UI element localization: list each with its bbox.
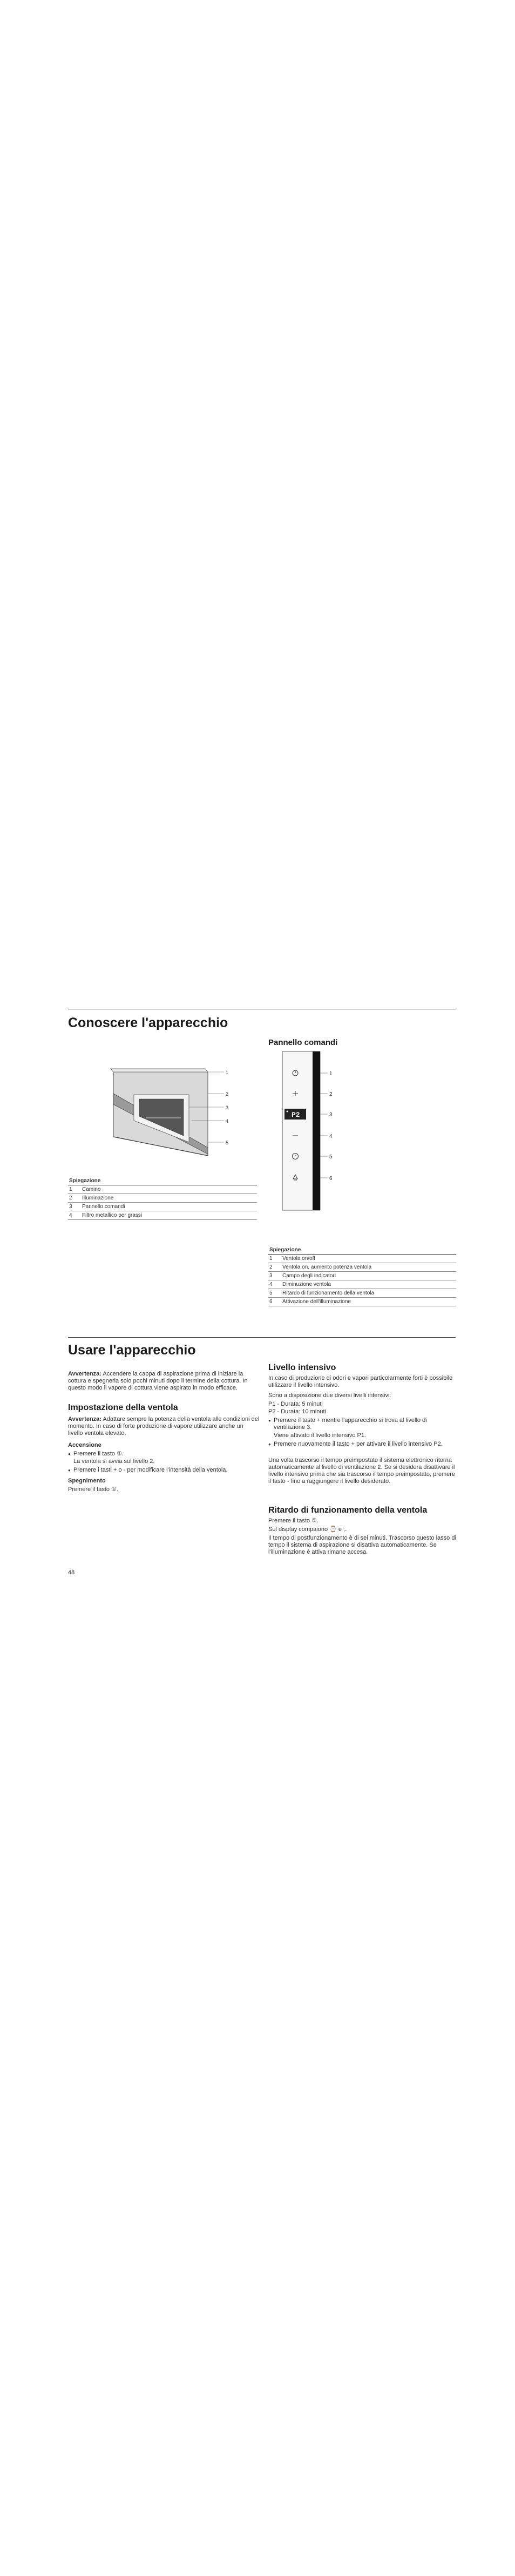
fan-on-step-1-sub: La ventola si avvia sul livello 2. (73, 1458, 155, 1465)
hood-callout-2: 2 (226, 1091, 229, 1097)
panel-title: Pannello comandi (268, 1038, 338, 1047)
delay-title: Ritardo di funzionamento della ventola (268, 1506, 428, 1515)
intensive-step-1-sub: Viene attivato il livello intensivo P1. (274, 1432, 367, 1439)
hood-callout-1: 1 (226, 1070, 229, 1075)
panel-callout-3: 3 (329, 1112, 333, 1118)
table-row: 1 Ventola on/off (268, 1255, 456, 1263)
hood-callout-3: 3 (226, 1105, 229, 1110)
intensive-level-2: P2 - Durata: 10 minuti (268, 1408, 326, 1415)
fan-off-text: Premere il tasto ①. (68, 1486, 119, 1493)
hood-callout-4: 4 (226, 1118, 229, 1124)
intensive-step-1: ● Premere il tasto + mentre l'apparecchio si trova al livello di ventilazione 3. (274, 1417, 456, 1431)
page-number: 48 (68, 1569, 75, 1576)
intensive-step-2: ● Premere nuovamente il tasto + per attivare il livello intensivo P2. (274, 1441, 456, 1448)
intensive-title: Livello intensivo (268, 1363, 336, 1372)
delay-display: Sul display compaiono ⌚ e ;. (268, 1526, 347, 1533)
fan-title: Impostazione della ventola (68, 1403, 178, 1412)
table-row: 6 Attivazione dell'illuminazione (268, 1298, 456, 1306)
svg-text:P2: P2 (292, 1111, 300, 1119)
table-row: 3 Pannello comandi (68, 1203, 257, 1211)
table-row: 2 Ventola on, aumento potenza ventola (268, 1263, 456, 1272)
panel-callout-6: 6 (329, 1176, 333, 1182)
panel-callout-5: 5 (329, 1154, 333, 1160)
fan-on-step-1: ● Premere il tasto ①. (73, 1451, 124, 1458)
delay-step: Premere il tasto ⑤. (268, 1518, 319, 1524)
table-row: 2 Illuminazione (68, 1194, 257, 1203)
table-row: 4 Diminuzione ventola (268, 1280, 456, 1289)
table-row: 5 Ritardo di funzionamento della ventola (268, 1289, 456, 1298)
intensive-level-1: P1 - Durata: 5 minuti (268, 1401, 323, 1407)
intensive-outro: Una volta trascorso il tempo preimpostato il sistema elettronico ritorna automaticamente al livello di ventilazione 2. Se si desidera disattivare il livello intensivo prima che sia trascorso il tempo preimpostato, premere il tasto - fino a raggiungere il livello desiderato. (268, 1457, 456, 1485)
panel-callout-2: 2 (329, 1091, 333, 1097)
hood-illustration (81, 1061, 238, 1169)
fan-on-step-2: ● Premere i tasti + o - per modificare l'intensità della ventola. (73, 1467, 227, 1474)
intensive-intro: In caso di produzione di odori e vapori particolarmente forti è possibile utilizzare il livello intensivo. (268, 1375, 453, 1388)
delay-text: Il tempo di postfunzionamento è di sei minuti. Trascorso questo lasso di tempo il sistema di aspirazione si disattiva automaticamente. Se l'illuminazione è attiva rimane accesa. (268, 1535, 456, 1555)
intro-warning: Avvertenza: Accendere la cappa di aspirazione prima di iniziare la cottura e spegnerla solo pochi minuti dopo il termine della cottura. In questo modo il vapore di cottura viene aspirato in modo efficace. (68, 1371, 248, 1391)
panel-callout-4: 4 (329, 1134, 333, 1139)
intensive-levels-intro: Sono a disposizione due diversi livelli intensivi: (268, 1392, 391, 1399)
hood-legend-table (68, 1177, 257, 1220)
panel-legend-table (268, 1246, 456, 1306)
fan-on-title: Accensione (68, 1442, 101, 1448)
fan-off-title: Spegnimento (68, 1478, 106, 1484)
fan-warning: Avvertenza: Adattare sempre la potenza della ventola alle condizioni del momento. In caso di forte produzione di vapore utilizzare anche un livello ventola elevato. (68, 1416, 260, 1437)
legend-header: Spiegazione (268, 1246, 456, 1255)
legend-header: Spiegazione (68, 1177, 257, 1185)
section-rule-use (68, 1337, 456, 1338)
hood-callout-5: 5 (226, 1140, 229, 1145)
panel-callout-1: 1 (329, 1071, 333, 1077)
table-row: 3 Campo degli indicatori (268, 1272, 456, 1280)
section-title-use: Usare l'apparecchio (68, 1343, 196, 1358)
table-row: 4 Filtro metallico per grassi (68, 1211, 257, 1220)
control-panel-illustration (278, 1050, 337, 1212)
table-row: 1 Camino (68, 1185, 257, 1194)
section-title-know: Conoscere l'apparecchio (68, 1015, 228, 1030)
